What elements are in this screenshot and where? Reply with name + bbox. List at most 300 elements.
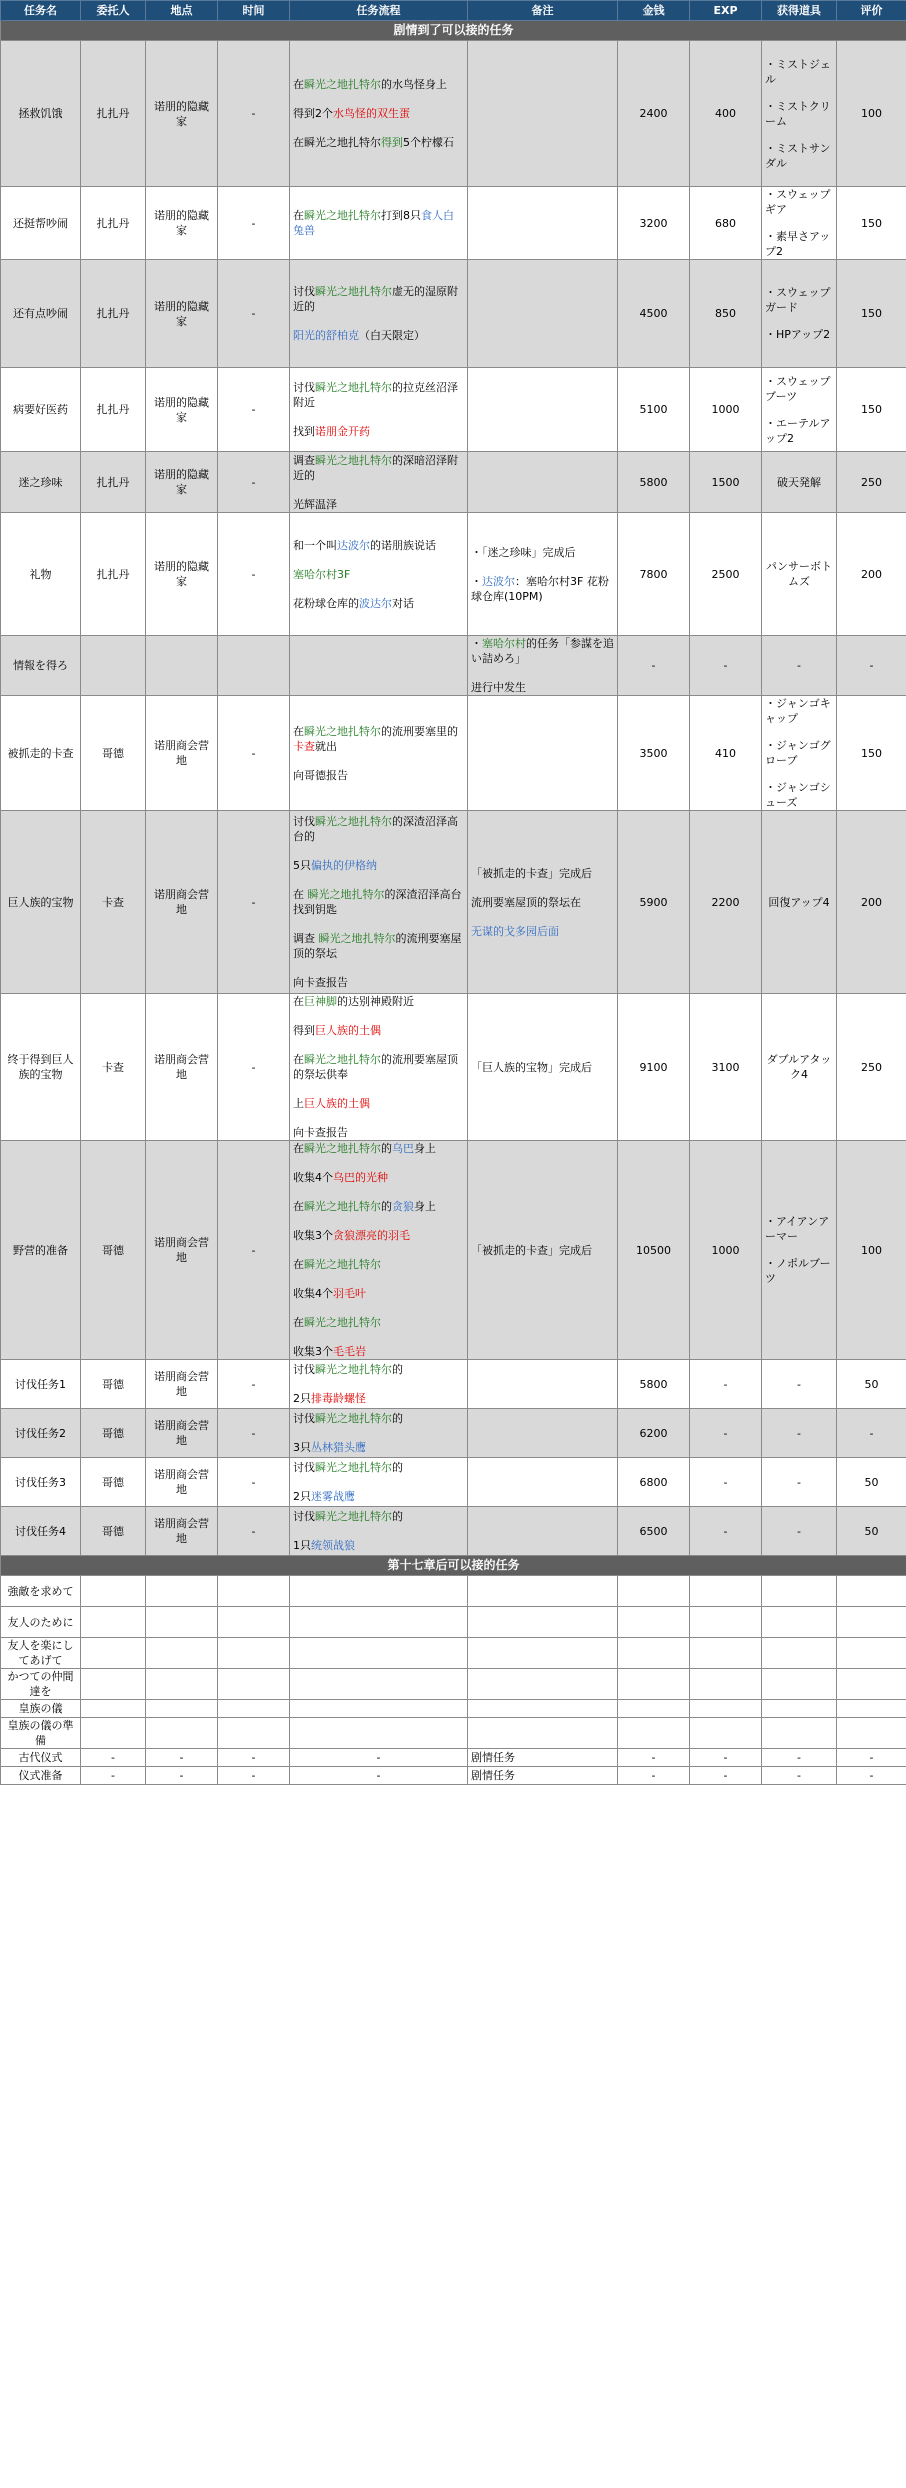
quest-money: 5900 [618,811,690,994]
text-segment: 向哥德报告 [293,768,348,782]
text-segment: 瞬光之地扎特尔 [315,815,392,828]
item-entry: ・ミストサンダル [765,141,831,170]
text-line [293,106,464,121]
table-cell [81,1700,146,1718]
quest-rank: 50 [837,1360,906,1409]
quest-name: 情報を得ろ [1,636,81,696]
text-segment: 瞬光之地扎特尔 [304,209,381,222]
quest-flow [290,368,468,452]
col-money: 金钱 [618,1,690,21]
table-cell [146,1669,218,1700]
quest-money: - [618,636,690,696]
table-cell [690,1700,762,1718]
line-gap [293,1330,464,1344]
text-segment: 打到8只 [381,209,421,222]
line-gap [293,873,464,887]
text-segment: 对话 [392,596,414,610]
quest-name: 终于得到巨人族的宝物 [1,994,81,1141]
text-segment: 身上 [414,1142,436,1155]
table-cell: - [218,1767,290,1785]
quest-client: 哥德 [81,1507,146,1556]
quest-notes [468,41,618,187]
table-row [1,1767,906,1785]
text-segment: 讨伐 [293,1412,315,1425]
quest-place: 诺朋商会营地 [146,811,218,994]
text-line [293,1023,464,1038]
quest-client [81,636,146,696]
table-row [1,696,906,811]
line-gap [293,410,464,424]
quest-place: 诺朋的隐藏家 [146,41,218,187]
quest-money: 3500 [618,696,690,811]
text-line [293,1286,464,1301]
quest-name: 拯救饥饿 [1,41,81,187]
col-time: 时间 [218,1,290,21]
quest-client: 扎扎丹 [81,187,146,260]
quest-client: 扎扎丹 [81,260,146,368]
text-line [293,284,464,314]
line-gap [293,314,464,328]
quest-name: 強敵を求めて [1,1576,81,1607]
quest-items: ダブルアタック4 [762,994,837,1141]
quest-exp: 1500 [690,452,762,513]
quest-flow [290,1507,468,1556]
text-line [293,858,464,873]
quest-name: 讨伐任务4 [1,1507,81,1556]
text-segment: ：塞哈尔村3F 花粉球仓库(10PM) [471,574,609,603]
text-segment: 1只 [293,1539,311,1552]
quest-rank: - [837,1409,906,1458]
item-list [765,285,833,342]
table-row [1,1576,906,1607]
quest-rank: 100 [837,1141,906,1360]
quest-items: - [762,1409,837,1458]
text-line [293,1125,464,1140]
table-cell [837,1638,906,1669]
quest-name: 友人を楽にしてあげて [1,1638,81,1669]
table-cell [837,1669,906,1700]
quest-notes [468,368,618,452]
quest-exp: 1000 [690,1141,762,1360]
rich-text [293,453,464,512]
table-row [1,1458,906,1507]
quest-time: - [218,187,290,260]
quest-money: 4500 [618,260,690,368]
quest-place: 诺朋商会营地 [146,1507,218,1556]
quest-place [146,636,218,696]
text-line [293,1257,464,1272]
text-line [293,1440,464,1455]
quest-notes: 剧情任务 [468,1749,618,1767]
quest-rank: 150 [837,696,906,811]
table-row [1,187,906,260]
quest-exp: - [690,1507,762,1556]
line-gap [293,1038,464,1052]
rich-text [471,1243,614,1258]
quest-name: 讨伐任务1 [1,1360,81,1409]
text-segment: 虚无的湿原附近的 [293,285,458,313]
text-line [471,924,614,939]
item-entry: ・ノポルブーツ [765,1257,831,1285]
text-segment: 贪狼 [392,1200,414,1213]
quest-name: かつての仲間達を [1,1669,81,1700]
text-line [293,931,464,961]
text-segment: 的 [381,1200,392,1213]
quest-place: 诺朋商会营地 [146,1409,218,1458]
item-entry: ・スウェップガード [765,286,831,314]
table-row [1,41,906,187]
quest-time: - [218,1507,290,1556]
quest-time: - [218,41,290,187]
col-place: 地点 [146,1,218,21]
text-segment: 达波尔 [337,538,370,552]
text-segment: 食人白兔兽 [293,209,454,237]
text-line [293,497,464,512]
quest-money: 9100 [618,994,690,1141]
quest-rank: 150 [837,187,906,260]
table-cell: - [81,1749,146,1767]
section-title: 第十七章后可以接的任务 [1,1556,906,1576]
quest-name: 野营的准备 [1,1141,81,1360]
quest-flow [290,187,468,260]
table-cell [290,1607,468,1638]
quest-place: 诺朋的隐藏家 [146,187,218,260]
quest-rank: 250 [837,452,906,513]
quest-name: 讨伐任务2 [1,1409,81,1458]
text-segment: 的 [392,1461,403,1474]
rich-text [293,1460,464,1504]
text-segment: 的流刑要塞里的 [381,724,458,738]
text-segment: 巨人族的土偶 [304,1097,370,1110]
text-line [293,208,464,238]
text-segment: 的流刑要塞屋顶的祭坛 [293,932,462,960]
text-segment: 塞哈尔村 [482,637,526,650]
text-segment: 达波尔 [482,574,515,588]
text-line [471,545,614,560]
quest-rank: 200 [837,513,906,636]
quest-name: 礼物 [1,513,81,636]
quest-client: 哥德 [81,1360,146,1409]
text-segment: 就出 [315,739,337,753]
text-segment: 在 [293,1142,304,1155]
quest-items [762,696,837,811]
quest-flow [290,1458,468,1507]
text-segment: 收集3个 [293,1345,333,1358]
text-segment: 进行中发生 [471,681,526,694]
quest-place: 诺朋的隐藏家 [146,368,218,452]
col-items: 获得道具 [762,1,837,21]
table-cell [762,1607,837,1638]
quest-notes [468,1638,618,1669]
quest-notes [468,1458,618,1507]
text-segment: 在 [293,724,304,738]
text-segment: 瞬光之地扎特尔 [307,888,385,901]
table-cell: - [837,1749,906,1767]
quest-money: 7800 [618,513,690,636]
table-cell [81,1576,146,1607]
table-cell [618,1638,690,1669]
line-gap [293,121,464,135]
quest-flow [290,41,468,187]
line-gap [293,844,464,858]
table-cell [81,1607,146,1638]
section-row [1,1556,906,1576]
quest-time: - [218,696,290,811]
table-cell: - [762,1749,837,1767]
text-line [293,1170,464,1185]
text-segment: 偏执的伊格纳 [311,859,377,872]
line-gap [471,881,614,895]
item-list [765,57,833,171]
rich-text [293,1411,464,1455]
text-segment: 瞬光之地扎特尔 [315,1510,392,1523]
text-segment: 在 [293,209,304,222]
table-cell [146,1638,218,1669]
text-segment: 得到 [293,1024,315,1037]
text-line [293,1315,464,1330]
quest-exp: - [690,1409,762,1458]
quest-exp: 2500 [690,513,762,636]
quest-flow [290,811,468,994]
text-line [471,1243,614,1258]
quest-items: 破天発解 [762,452,837,513]
table-cell [837,1576,906,1607]
text-segment: 在 [293,1053,304,1066]
quest-time: - [218,260,290,368]
rich-text [471,636,614,695]
text-segment: 卡查 [293,739,315,753]
line-gap [293,1009,464,1023]
text-segment: 向卡查报告 [293,976,348,989]
line-gap [765,1244,833,1256]
text-segment: 讨伐 [293,815,315,828]
table-cell [618,1607,690,1638]
line-gap [293,1214,464,1228]
quest-client: 扎扎丹 [81,368,146,452]
table-cell: - [618,1749,690,1767]
table-cell [218,1607,290,1638]
table-cell [146,1700,218,1718]
text-segment: 在 [293,78,304,91]
text-segment: 巨神脚 [304,995,337,1008]
text-segment: 无谋的戈多园后面 [471,924,559,938]
table-cell [762,1576,837,1607]
quest-client: 扎扎丹 [81,41,146,187]
text-line [293,538,464,553]
quest-place: 诺朋的隐藏家 [146,513,218,636]
rich-text [293,994,464,1140]
text-segment: 5只 [293,859,311,872]
quest-time: - [218,1360,290,1409]
quest-money: 2400 [618,41,690,187]
text-segment: 乌巴 [392,1142,414,1155]
quest-flow [290,636,468,696]
quest-exp: 1000 [690,368,762,452]
quest-money: 6500 [618,1507,690,1556]
quest-notes [468,994,618,1141]
text-segment: 找到 [293,425,315,438]
table-cell: - [690,1749,762,1767]
col-client: 委托人 [81,1,146,21]
line-gap [293,92,464,106]
main-body [1,41,906,1556]
text-line [293,380,464,410]
text-line [293,994,464,1009]
rich-text [293,1362,464,1406]
quest-place: 诺朋的隐藏家 [146,452,218,513]
text-segment: ・ [471,574,482,588]
quest-rank: 200 [837,811,906,994]
quest-time: - [218,452,290,513]
text-segment: 2只 [293,1490,311,1503]
quest-time [218,636,290,696]
line-gap [293,754,464,768]
quest-client: 哥德 [81,696,146,811]
table-cell [837,1718,906,1749]
rich-text [293,724,464,783]
text-segment: 排毒龄螺怪 [311,1392,366,1405]
table-cell [81,1638,146,1669]
quest-place: 诺朋的隐藏家 [146,260,218,368]
text-segment: 流刑要塞屋顶的祭坛在 [471,895,581,909]
quest-flow [290,260,468,368]
text-segment: 得到2个 [293,107,333,120]
item-entry: ・素早さアップ2 [765,230,831,258]
text-segment: 的深渣沼泽高台找到钥匙 [293,888,462,916]
table-cell [146,1607,218,1638]
item-entry: ・HPアップ2 [765,328,831,341]
line-gap [293,1524,464,1538]
quest-place: 诺朋商会营地 [146,1141,218,1360]
text-line [293,596,464,611]
item-entry: ・スウェップブーツ [765,374,831,403]
table-cell [690,1607,762,1638]
text-segment: 的 [392,1510,403,1523]
line-gap [293,917,464,931]
table-cell [218,1669,290,1700]
quest-name: 仪式准备 [1,1767,81,1785]
table-cell: - [146,1767,218,1785]
quest-notes [468,1607,618,1638]
table-cell [690,1669,762,1700]
quest-items: - [762,1360,837,1409]
table-row [1,1409,906,1458]
table-cell: - [837,1767,906,1785]
quest-items: 回復アップ4 [762,811,837,994]
quest-place: 诺朋商会营地 [146,1360,218,1409]
rich-text [293,1141,464,1359]
quest-exp: - [690,636,762,696]
text-segment: 的深暗沼泽附近的 [293,453,458,482]
rich-text [293,77,464,150]
table-row [1,1638,906,1669]
table-row [1,1700,906,1718]
quest-time: - [218,811,290,994]
text-line [293,77,464,92]
quest-name: 皇族の儀の準備 [1,1718,81,1749]
quest-notes [468,1576,618,1607]
quest-items [762,368,837,452]
table-cell [290,1638,468,1669]
table-row [1,1669,906,1700]
text-segment: （白天限定） [359,329,425,342]
quest-money: 5100 [618,368,690,452]
quest-client: 扎扎丹 [81,452,146,513]
quest-items [762,41,837,187]
quest-notes [468,260,618,368]
text-segment: 羽毛叶 [333,1287,366,1300]
quest-name: 古代仪式 [1,1749,81,1767]
text-line [293,1391,464,1406]
table-row [1,1141,906,1360]
text-segment: 向卡查报告 [293,1126,348,1139]
rich-text [293,814,464,990]
table-cell [81,1718,146,1749]
quest-items [762,1141,837,1360]
text-segment: 的达别神殿附近 [337,995,414,1008]
text-segment: 瞬光之地扎特尔 [304,78,381,91]
text-segment: 统领战狼 [311,1539,355,1552]
text-segment: 阳光的舒柏克 [293,329,359,342]
table-cell [618,1576,690,1607]
item-entry: ・ミストジェル [765,57,831,86]
quest-notes [468,1669,618,1700]
line-gap [293,483,464,497]
quest-flow [290,1360,468,1409]
text-segment: 瞬光之地扎特尔 [315,1363,392,1376]
text-segment: 的水鸟怪身上 [381,78,447,91]
text-segment: 贪狼漂亮的羽毛 [333,1229,410,1242]
quest-client: 卡查 [81,811,146,994]
text-segment: 调查 [293,453,315,467]
text-segment: 的拉克丝沼泽附近 [293,381,458,409]
rich-text [471,545,614,604]
text-line [293,1411,464,1426]
text-line [293,1344,464,1359]
table-row [1,1507,906,1556]
text-segment: 巨人族的土偶 [315,1024,381,1037]
line-gap [293,1426,464,1440]
quest-exp: - [690,1360,762,1409]
text-line [293,814,464,844]
quest-place: 诺朋商会营地 [146,696,218,811]
table-cell: - [146,1749,218,1767]
quest-money: 5800 [618,1360,690,1409]
table-cell [218,1638,290,1669]
text-line [471,636,614,666]
text-segment: 瞬光之地扎特尔 [315,285,392,298]
quest-rank: 150 [837,260,906,368]
quest-exp: 680 [690,187,762,260]
text-segment: 乌巴的光种 [333,1171,388,1184]
col-flow: 任务流程 [290,1,468,21]
item-list [765,1214,833,1286]
line-gap [293,961,464,975]
quest-money: 6800 [618,1458,690,1507]
table-cell [762,1638,837,1669]
item-list [765,374,833,446]
col-exp: EXP [690,1,762,21]
table-cell [290,1669,468,1700]
table-cell [837,1607,906,1638]
text-segment: 「被抓走的卡查」完成后 [471,1243,592,1257]
rich-text [293,1509,464,1553]
quest-time: - [218,513,290,636]
table-row [1,260,906,368]
table-cell: - [218,1749,290,1767]
quest-items: - [762,636,837,696]
text-segment: 讨伐 [293,1510,315,1523]
